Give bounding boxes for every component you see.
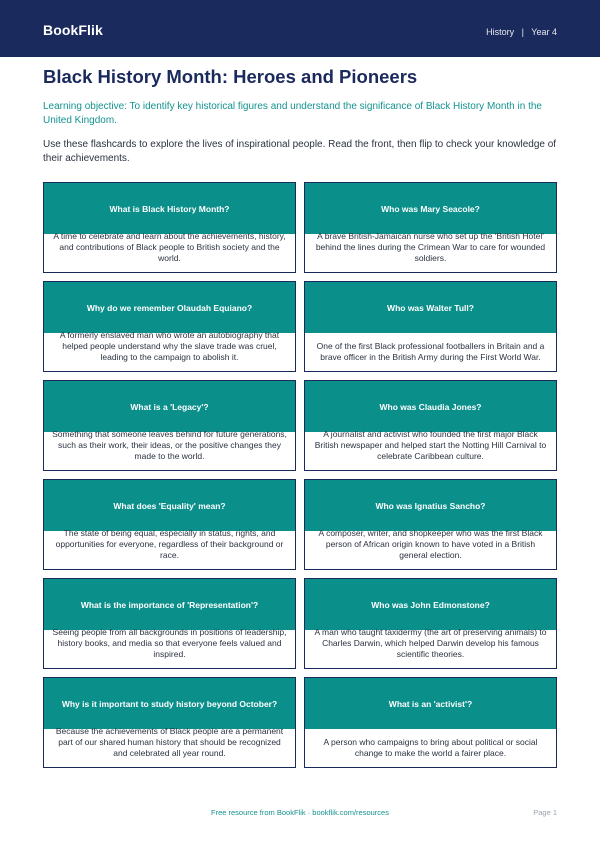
flashcard-question: What does 'Equality' mean?	[44, 480, 295, 531]
flashcard-question: What is a 'Legacy'?	[44, 381, 295, 432]
footer-credit[interactable]: Free resource from BookFlik · bookflik.com/resources	[211, 808, 389, 817]
flashcard-question: Why do we remember Olaudah Equiano?	[44, 282, 295, 333]
flashcard-answer: A time to celebrate and learn about the achievements, history, and contributions of Black people to British society and the world.	[53, 231, 286, 263]
page-number: Page 1	[533, 808, 557, 817]
flashcard[interactable]	[304, 380, 557, 471]
flashcard-answer: A formerly enslaved man who wrote an autobiography that helped people understand why the slave trade was cruel, leading to the campaign to abolish it.	[59, 330, 280, 362]
flashcard-answer: One of the first Black professional footballers in Britain and a brave officer in the British Army during the First World War.	[316, 341, 545, 362]
flashcard-question: Who was John Edmonstone?	[305, 579, 556, 630]
flashcard-answer: A man who taught taxidermy (the art of preserving animals) to Charles Darwin, which helped Darwin develop his famous scientific theories.	[314, 627, 547, 659]
flashcard-answer: A brave British-Jamaican nurse who set up the 'British Hotel' behind the lines during the Crimean War to care for wounded soldiers.	[315, 231, 546, 263]
flashcard[interactable]	[43, 182, 296, 273]
header-bar	[0, 0, 600, 57]
flashcard-answer: A journalist and activist who founded the first major Black British newspaper and helped start the Notting Hill Carnival to celebrate Caribbean culture.	[314, 429, 547, 461]
flashcard-answer: A composer, writer, and shopkeeper who was the first Black person of African origin known to have voted in a British general election.	[318, 528, 543, 560]
flashcard-question: Who was Claudia Jones?	[305, 381, 556, 432]
flashcard[interactable]	[43, 677, 296, 768]
flashcard[interactable]	[43, 578, 296, 669]
flashcard-question: Who was Mary Seacole?	[305, 183, 556, 234]
flashcard-answer: Something that someone leaves behind for future generations, such as their work, their ideas, or the positive changes they made to the world.	[52, 429, 287, 461]
page-title: Black History Month: Heroes and Pioneers	[43, 66, 418, 87]
flashcard-answer: Seeing people from all backgrounds in positions of leadership, history books, and media so that everyone feels valued and inspired.	[52, 627, 287, 659]
flashcard-question: What is Black History Month?	[44, 183, 295, 234]
flashcard[interactable]	[43, 380, 296, 471]
flashcard[interactable]	[43, 479, 296, 570]
flashcard-question: What is the importance of 'Representation'?	[44, 579, 295, 630]
learning-objective: Learning objective: To identify key historical figures and understand the significance of Black History Month in the United Kingdom.	[43, 101, 542, 126]
flashcard-answer: The state of being equal, especially in status, rights, and opportunities for everyone, regardless of their background or race.	[55, 528, 284, 560]
flashcard[interactable]	[304, 281, 557, 372]
flashcard[interactable]	[304, 578, 557, 669]
flashcard[interactable]	[43, 281, 296, 372]
flashcard[interactable]	[304, 479, 557, 570]
flashcard[interactable]	[304, 182, 557, 273]
flashcard-question: What is an 'activist'?	[305, 678, 556, 729]
flashcard-question: Why is it important to study history beyond October?	[44, 678, 295, 729]
brand-logo[interactable]: BookFlik	[43, 22, 103, 38]
flashcard-question: Who was Ignatius Sancho?	[305, 480, 556, 531]
intro-text: Use these flashcards to explore the lives of inspirational people. Read the front, then flip to check your knowledge of their achievements.	[43, 139, 557, 164]
flashcard-answer: A person who campaigns to bring about political or social change to make the world a fairer place.	[323, 737, 538, 758]
meta-separator: |	[521, 27, 524, 37]
year-label: Year 4	[531, 27, 557, 37]
flashcard-question: Who was Walter Tull?	[305, 282, 556, 333]
flashcard[interactable]	[304, 677, 557, 768]
flashcard-grid	[43, 182, 557, 768]
flashcard-answer: Because the achievements of Black people are a permanent part of our shared human history that should be recognized and celebrated all year round.	[55, 726, 284, 758]
header-meta	[486, 27, 557, 37]
subject-label: History	[486, 27, 515, 37]
